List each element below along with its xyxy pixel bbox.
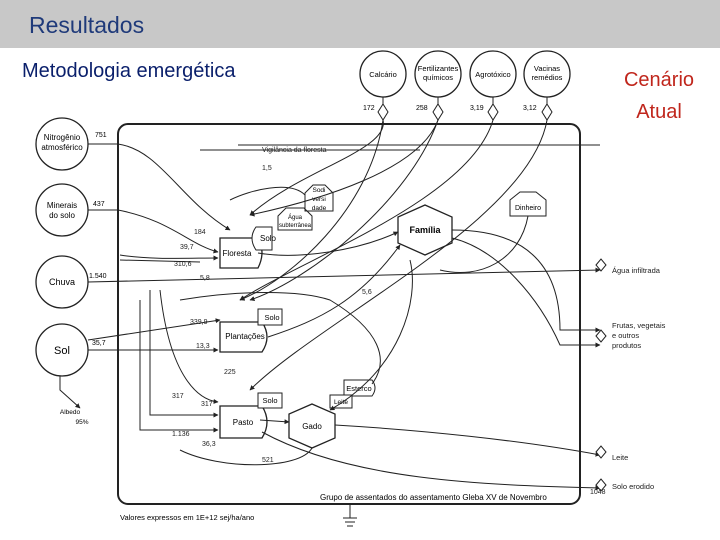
node-label: Água bbox=[287, 215, 303, 221]
group-caption: Grupo de assentados do assentamento Gleba XV de Novembro bbox=[320, 493, 547, 502]
node-plantacoes bbox=[220, 322, 267, 352]
scenario-line-2: Atual bbox=[636, 101, 682, 123]
slide-subtitle: Metodologia emergética bbox=[22, 60, 236, 82]
output-agua-infiltrada: Água infiltrada bbox=[612, 266, 660, 275]
source-label: Chuva bbox=[48, 277, 76, 287]
node-label: versi bbox=[312, 196, 326, 203]
node-pasto bbox=[220, 406, 267, 438]
output-diamonds bbox=[596, 259, 606, 491]
node-label: Sodi bbox=[312, 187, 326, 194]
node-label: Solo bbox=[262, 396, 278, 405]
top-input-lines bbox=[240, 97, 547, 390]
flow-value: 5,8 bbox=[200, 275, 210, 282]
scenario-line-1: Cenário bbox=[623, 69, 695, 91]
flow-value: 437 bbox=[93, 201, 105, 208]
flow-value: 751 bbox=[95, 132, 107, 139]
node-gado bbox=[289, 404, 335, 448]
flow-value: 36,3 bbox=[202, 441, 216, 448]
flow-value: 39,7 bbox=[180, 244, 194, 251]
node-esterco bbox=[344, 380, 375, 396]
source-label: Agrotóxico bbox=[475, 70, 511, 79]
flow-value: 317 bbox=[201, 401, 213, 408]
flow-value: 339,9 bbox=[190, 319, 208, 326]
flow-value: 5,6 bbox=[362, 289, 372, 296]
flow-value: 317 bbox=[172, 393, 184, 400]
left-input-lines bbox=[60, 144, 600, 430]
flow-value: 1.540 bbox=[89, 273, 107, 280]
flow-value: 258 bbox=[416, 105, 428, 112]
slide-title: Resultados bbox=[29, 12, 145, 38]
source-label: Calcário bbox=[369, 70, 397, 79]
node-label: Floresta bbox=[222, 249, 252, 258]
flow-value: 521 bbox=[262, 457, 274, 464]
output-frutas: Frutas, vegetais bbox=[612, 321, 666, 330]
units-caption: Valores expressos em 1E+12 sej/ha/ano bbox=[120, 513, 255, 522]
node-dinheiro bbox=[510, 192, 546, 216]
flow-value: 184 bbox=[194, 229, 206, 236]
node-label: Esterco bbox=[346, 384, 372, 393]
internal-flow-lines bbox=[120, 187, 600, 488]
heat-sink-icon bbox=[343, 504, 357, 526]
node-solo-pasto bbox=[258, 393, 282, 408]
node-label: Dinheiro bbox=[514, 205, 542, 212]
node-label: Solo bbox=[259, 234, 277, 243]
output-labels bbox=[612, 266, 666, 491]
source-label: atmosférico bbox=[41, 143, 83, 152]
flow-value: 225 bbox=[224, 369, 236, 376]
flow-value: 1,5 bbox=[262, 165, 272, 172]
output-frutas: e outros bbox=[612, 331, 640, 340]
albedo-label: Albedo bbox=[59, 409, 81, 416]
source-label: químicos bbox=[422, 73, 454, 82]
node-label: subterrânea bbox=[278, 223, 312, 229]
output-frutas: produtos bbox=[612, 341, 642, 350]
flow-value: 3,19 bbox=[470, 105, 484, 112]
node-label: dade bbox=[311, 205, 327, 212]
source-label: Nitrogênio bbox=[43, 133, 81, 142]
flow-value: 310,6 bbox=[174, 261, 192, 268]
title-bar bbox=[0, 0, 720, 48]
albedo-value: 95% bbox=[75, 419, 89, 426]
node-label: Pasto bbox=[232, 418, 254, 427]
flow-value: 1048 bbox=[590, 489, 606, 496]
flow-value: 1.136 bbox=[172, 431, 190, 438]
node-leite-small bbox=[330, 395, 352, 408]
emergy-diagram bbox=[0, 48, 720, 540]
source-label: Fertilizantes bbox=[417, 64, 459, 73]
label-vigilancia: Vigilância da floresta bbox=[262, 147, 327, 154]
node-label: Gado bbox=[302, 422, 322, 431]
node-label: Família bbox=[409, 225, 441, 235]
node-solo-plantacoes bbox=[258, 309, 282, 325]
flow-value: 35,7 bbox=[92, 340, 106, 347]
source-label: remédios bbox=[531, 73, 563, 82]
node-label: Plantações bbox=[225, 332, 265, 341]
flow-value: 13,3 bbox=[196, 343, 210, 350]
system-boundary bbox=[118, 124, 580, 504]
flow-value: 3,12 bbox=[523, 105, 537, 112]
node-label: Solo bbox=[264, 313, 280, 322]
node-label: Leite bbox=[333, 399, 349, 406]
node-sodiversidade bbox=[305, 185, 333, 212]
source-label: Vacinas bbox=[533, 64, 561, 73]
source-label: Minerais bbox=[46, 201, 78, 210]
source-label: do solo bbox=[49, 211, 75, 220]
flow-value: 172 bbox=[363, 105, 375, 112]
node-solo-floresta bbox=[252, 227, 277, 250]
output-solo-erodido: Solo erodido bbox=[612, 482, 655, 491]
output-leite: Leite bbox=[612, 453, 629, 462]
node-agua-subterranea bbox=[278, 208, 312, 230]
source-label: Sol bbox=[54, 345, 70, 357]
